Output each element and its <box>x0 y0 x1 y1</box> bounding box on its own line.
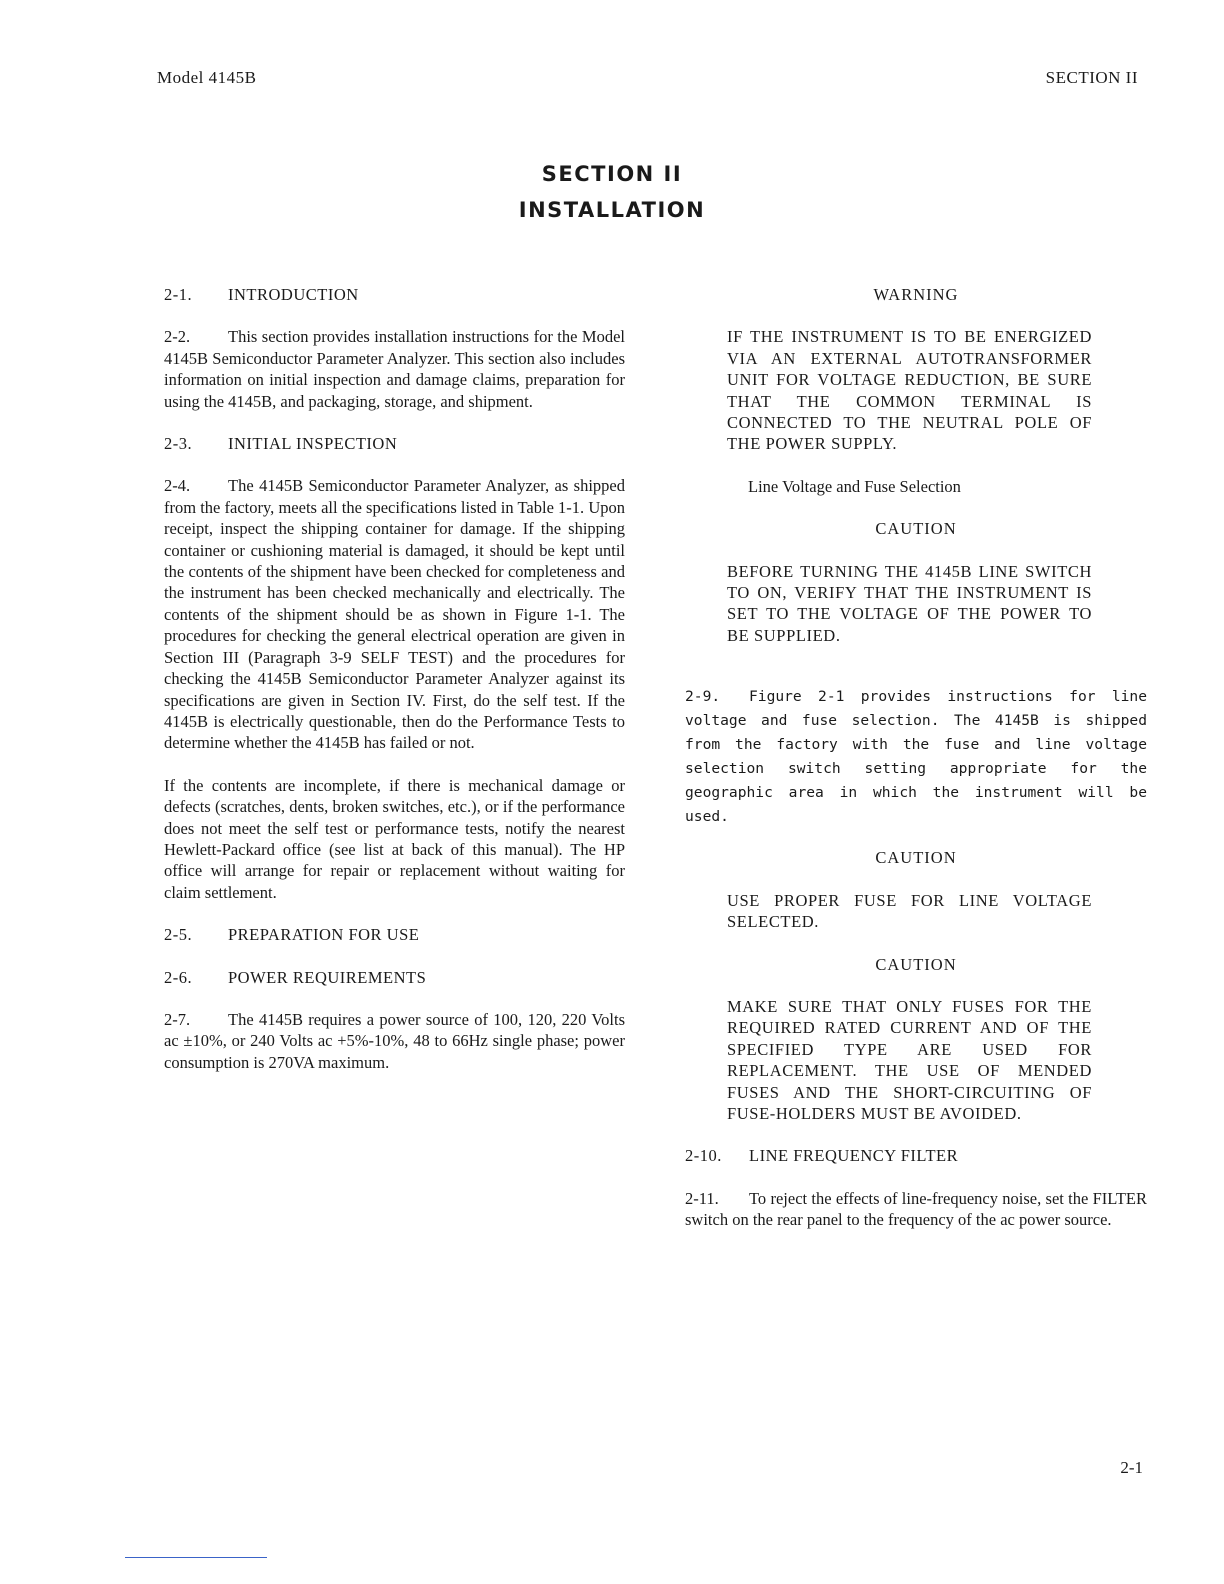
paragraph-2-11: 2-11. To reject the effects of line-frequency noise, set the FILTER switch on the rear panel to the frequency of the ac power source. <box>685 1188 1147 1230</box>
paragraph-2-9: 2-9. Figure 2-1 provides instructions for line voltage and fuse selection. The 4145B is shipped from the factory with the fuse and line voltage selection switch setting appropriate for the geographic area in which the instrument will be used. <box>685 688 1147 826</box>
header-model: Model 4145B <box>157 68 257 87</box>
paragraph-2-7: 2-7. The 4145B requires a power source of 100, 120, 220 Volts ac ±10%, or 240 Volts ac +5%-10%, 48 to 66Hz single phase; power consumption is 270VA maximum. <box>164 1009 625 1072</box>
paragraph-contents-incomplete: If the contents are incomplete, if there is mechanical damage or defects (scratches, dents, broken switches, etc.), or if the performance does not meet the self test or performance tests, notify the nearest Hewlett-Packard office (see list at back of this manual). The HP office will arrange for repair or replacement without waiting for claim settlement. <box>164 775 625 902</box>
page-number: 2-1 <box>1120 1458 1143 1477</box>
caution-heading-3: CAUTION <box>875 954 957 974</box>
heading-2-3: 2-3. INITIAL INSPECTION <box>164 434 398 454</box>
left-column <box>164 284 625 1073</box>
warning-text: IF THE INSTRUMENT IS TO BE ENERGIZED VIA AN EXTERNAL AUTOTRANSFORMER UNIT FOR VOLTAGE REDUCTION, BE SURE THAT THE COMMON TERMINAL IS CONNECTED TO THE NEUTRAL POLE OF THE POWER SUPPLY. <box>727 327 1092 454</box>
heading-2-1: 2-1. INTRODUCTION <box>164 285 359 304</box>
caution-heading-2: CAUTION <box>875 848 957 868</box>
header-section: SECTION II <box>1045 68 1138 87</box>
paragraph-2-2: 2-2. This section provides installation instructions for the Model 4145B Semiconductor Parameter Analyzer. This section also includes information on initial inspection and damage claims, preparation for using the 4145B, and packaging, storage, and shipment. <box>164 327 625 411</box>
caution-text-2: USE PROPER FUSE FOR LINE VOLTAGE SELECTED. <box>727 890 1092 932</box>
caution-heading-1: CAUTION <box>875 519 957 539</box>
heading-2-6: 2-6. POWER REQUIREMENTS <box>164 967 427 987</box>
line-voltage-heading: Line Voltage and Fuse Selection <box>748 476 961 496</box>
caution-text-1: BEFORE TURNING THE 4145B LINE SWITCH TO ON, VERIFY THAT THE INSTRUMENT IS SET TO THE VOLTAGE OF THE POWER TO BE SUPPLIED. <box>727 561 1092 645</box>
footer-rule <box>125 1557 267 1558</box>
heading-2-5: 2-5. PREPARATION FOR USE <box>164 925 420 945</box>
heading-2-10: 2-10. LINE FREQUENCY FILTER <box>685 1146 959 1166</box>
caution-text-3: MAKE SURE THAT ONLY FUSES FOR THE REQUIRED RATED CURRENT AND OF THE SPECIFIED TYPE ARE USED FOR REPLACEMENT. THE USE OF MENDED FUSES AND THE SHORT-CIRCUITING OF FUSE-HOLDERS MUST BE AVOIDED. <box>727 996 1092 1123</box>
section-subtitle: INSTALLATION <box>518 198 706 222</box>
section-title: SECTION II <box>541 162 683 186</box>
warning-heading: WARNING <box>873 285 959 304</box>
right-column <box>685 284 1147 1231</box>
paragraph-2-4: 2-4. The 4145B Semiconductor Parameter Analyzer, as shipped from the factory, meets all the specifications listed in Table 1-1. Upon receipt, inspect the shipping container for damage. If the shipping container or cushioning material is damaged, it should be kept until the contents of the shipment have been checked for completeness and the instrument has been checked mechanically and electrically. The contents of the shipment should be as shown in Figure 1-1. The procedures for checking the general electrical operation are given in Section III (Paragraph 3-9 SELF TEST) and the procedures for checking the 4145B Semiconductor Parameter Analyzer against its specifications are given in Section IV. First, do the self test. If the 4145B is electrically questionable, then do the Performance Tests to determine whether the 4145B has failed or not. <box>164 476 625 753</box>
